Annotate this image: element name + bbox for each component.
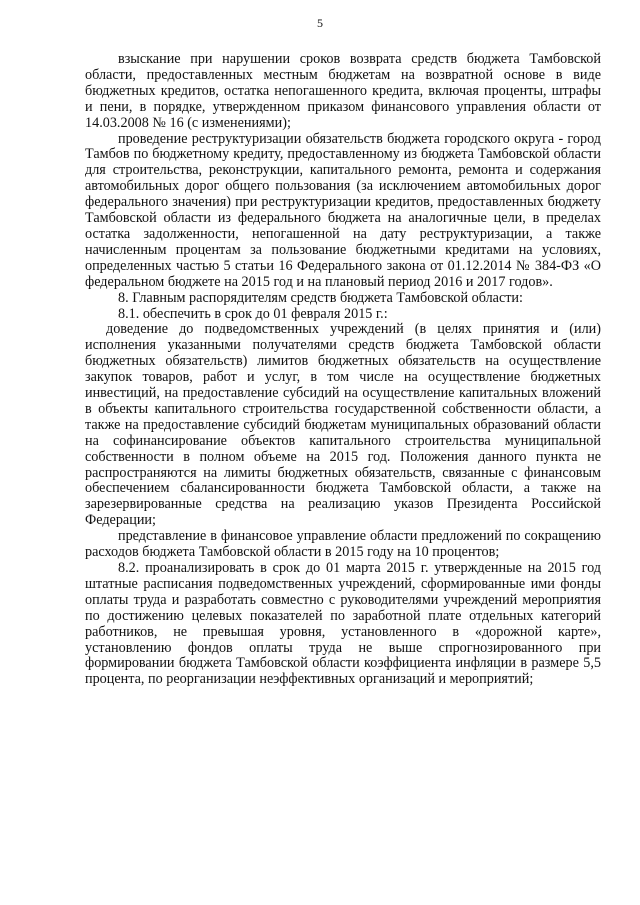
- document-body: [85, 52, 601, 688]
- paragraph-item-8-1: 8.1. обеспечить в срок до 01 февраля 2015 г.:: [118, 305, 388, 322]
- paragraph-item-8-heading: 8. Главным распорядителям средств бюджета Тамбовской области:: [118, 289, 523, 306]
- paragraph-recovery-penalties: взыскание при нарушении сроков возврата средств бюджета Тамбовской области, предоставленных местным бюджетам на возвратной основе в виде бюджетных кредитов, остатка непогашенного кредита, включая проценты, штрафы и пени, в порядке, утвержденном приказом финансового управления области от 14.03.2008 № 16 (с изменениями);: [85, 51, 601, 131]
- paragraph-item-8-2: 8.2. проанализировать в срок до 01 марта 2015 г. утвержденные на 2015 год штатные расписания подведомственных учреждений, сформированные ими фонды оплаты труда и разработать совместно с руководителями учреждений мероприятия по достижению целевых показателей по заработной плате отдельных категорий работников, не превышая уровня, установленного в «дорожной карте», установлению фондов оплаты труда не выше спрогнозированного при формировании бюджета Тамбовской области коэффициента инфляции в размере 5,5 процента, по реорганизации неэффективных организаций и мероприятий;: [85, 560, 601, 688]
- paragraph-restructuring: проведение реструктуризации обязательств бюджета городского округа - город Тамбов по бюджетному кредиту, предоставленному из бюджета Тамбовской области для строительства, реконструкции, капитального ремонта, ремонта и содержания автомобильных дорог общего пользования (за исключением автомобильных дорог федерального значения) при реструктуризации кредитов, предоставленных бюджету Тамбовской области из федерального бюджета на аналогичные цели, в пределах остатка задолженности, непогашенной на дату реструктуризации, а также начисленным процентам за пользование бюджетными кредитами на условиях, определенных частью 5 статьи 16 Федерального закона от 01.12.2014 № 384-ФЗ «О федеральном бюджете на 2015 год и на плановый период 2016 и 2017 годов».: [85, 130, 601, 290]
- paragraph-budget-limits: доведение до подведомственных учреждений (в целях принятия и (или) исполнения указанными получателями средств бюджета Тамбовской области бюджетных обязательств) лимитов бюджетных обязательств на осуществление закупок товаров, работ и услуг, в том числе на осуществление бюджетных инвестиций, на предоставление субсидий на осуществление капитальных вложений в объекты капитального строительства государственной собственности области, а также на предоставление субсидий бюджетам муниципальных образований области на софинансирование объектов капитального строительства муниципальной собственности в полном объеме на 2015 год. Положения данного пункта не распространяются на лимиты бюджетных обязательств, связанные с финансовым обеспечением сбалансированности бюджета Тамбовской области, а также на зарезервированные средства на реализацию указов Президента Российской Федерации;: [85, 321, 601, 529]
- page-number: 5: [317, 16, 323, 30]
- paragraph-expense-reduction: представление в финансовое управление области предложений по сокращению расходов бюджета Тамбовской области в 2015 году на 10 процентов;: [85, 528, 601, 561]
